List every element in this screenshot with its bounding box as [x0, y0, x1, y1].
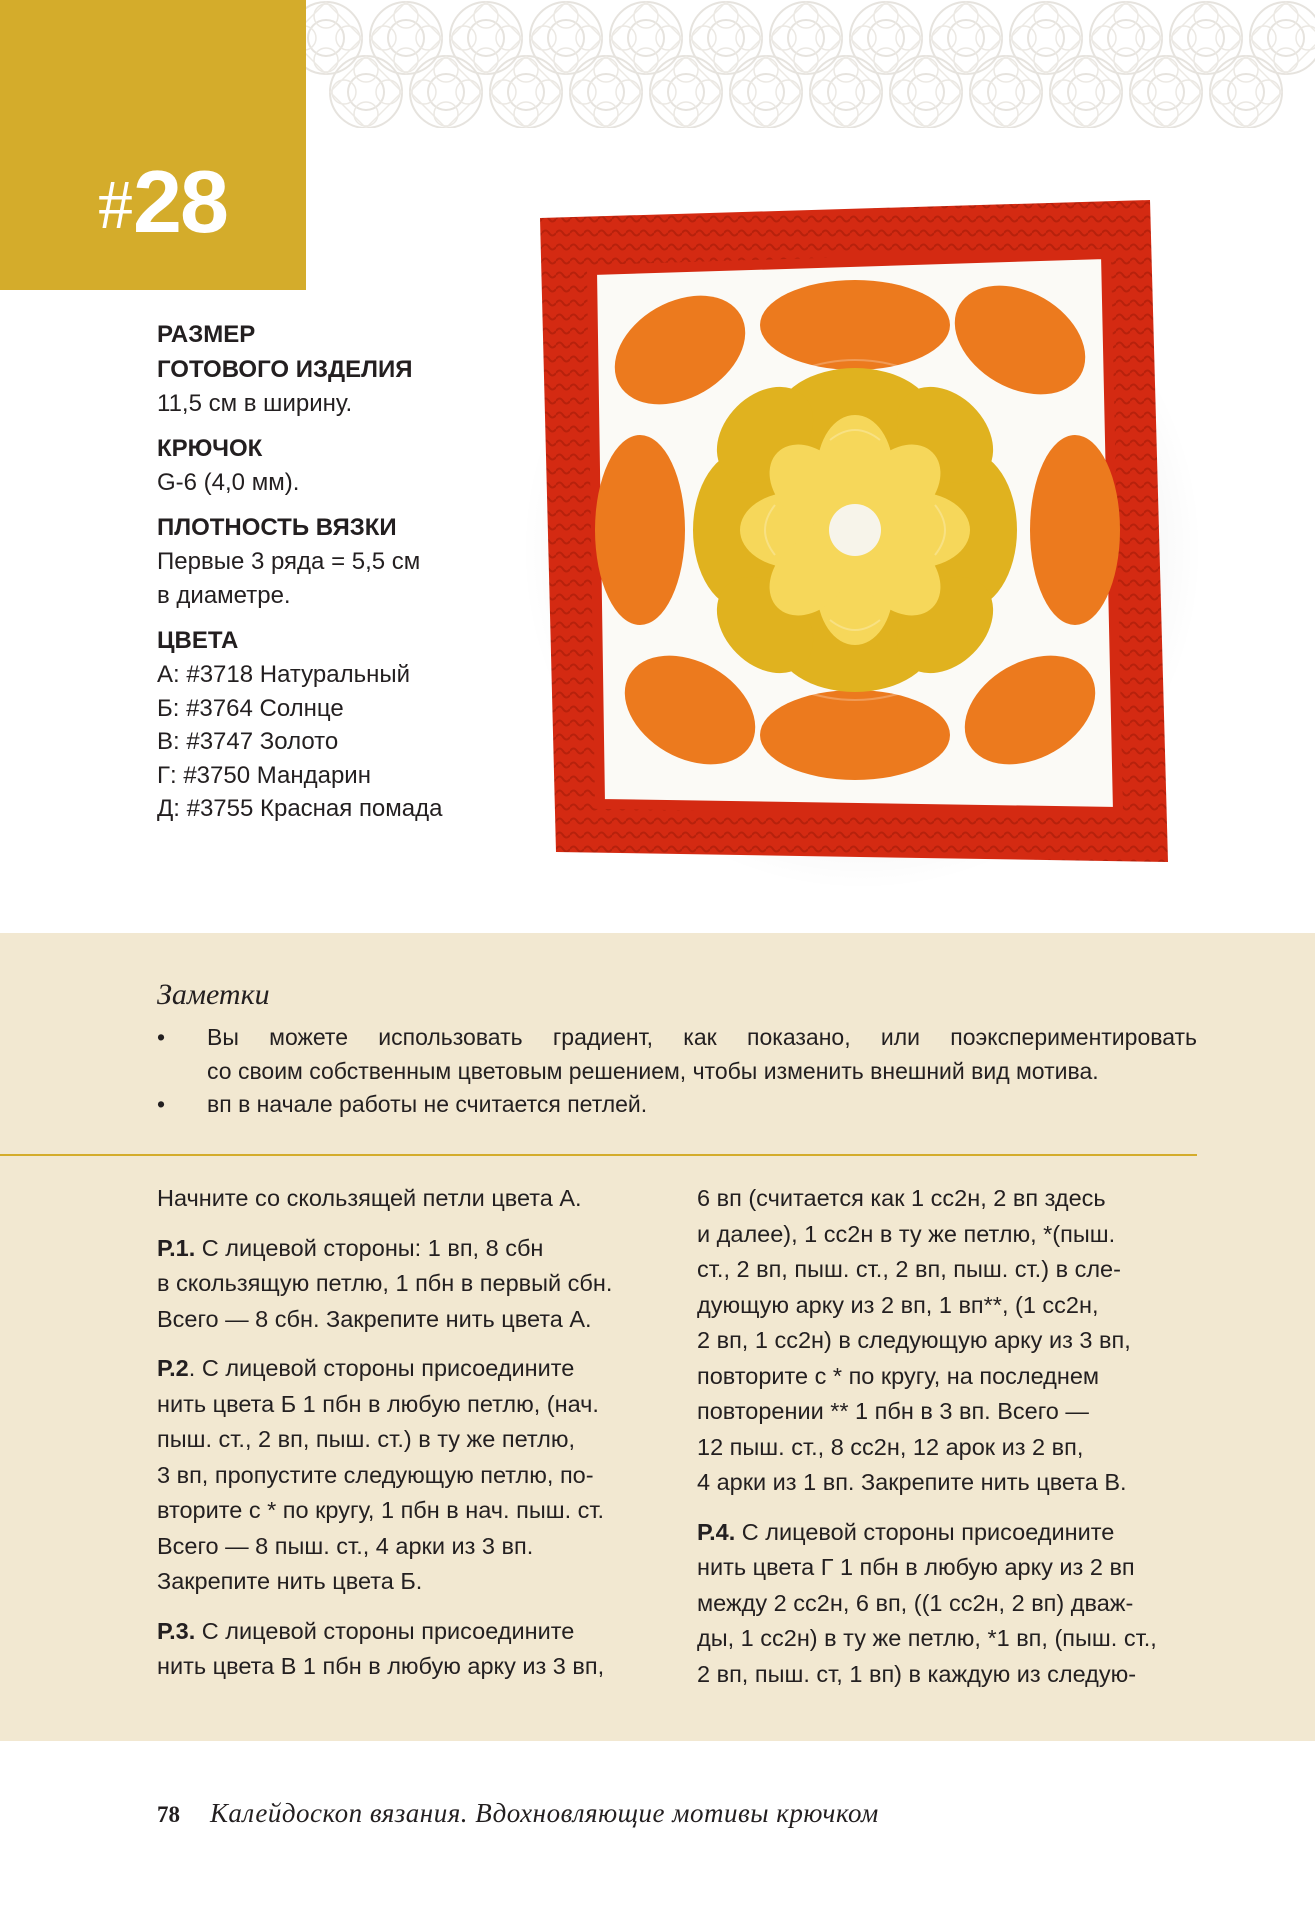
book-title: Калейдоскоп вязания. Вдохновляющие мотивы крючком	[210, 1798, 879, 1828]
page-footer	[157, 1798, 879, 1829]
color-item-b: Б: #3764 Солнце	[157, 694, 344, 722]
note-item	[157, 1021, 1197, 1088]
row-2-instruction: Р.2. С лицевой стороны присоедините нить цвета Б 1 пбн в любую петлю, (нач. пыш. ст., 2 вп, пыш. ст.) в ту же петлю, 3 вп, пропустите следующую петлю, по- вторите с * по кругу, 1 пбн в нач. пыш. ст. Всего — 8 пыш. ст., 4 арки из 3 вп. Закрепите нить цвета Б.	[157, 1355, 605, 1594]
notes-panel	[0, 933, 1315, 1741]
gauge-heading: ПЛОТНОСТЬ ВЯЗКИ	[157, 514, 397, 541]
notes-list	[157, 1021, 1197, 1122]
specifications	[157, 317, 497, 826]
colors-list	[157, 658, 497, 826]
bullet-icon: •	[157, 1024, 166, 1050]
divider	[0, 1154, 1197, 1156]
row-1-instruction: Р.1. С лицевой стороны: 1 вп, 8 сбн в скользящую петлю, 1 пбн в первый сбн. Всего — 8 сбн. Закрепите нить цвета А.	[157, 1234, 613, 1332]
note-text: вп в начале работы не считается петлей.	[207, 1091, 648, 1117]
size-value: 11,5 см в ширину.	[157, 390, 353, 417]
row-label: Р.4.	[697, 1518, 736, 1545]
colors-heading: ЦВЕТА	[157, 627, 239, 654]
instructions-left-column	[157, 1181, 657, 1685]
instructions-right-column	[697, 1181, 1197, 1692]
page-number: 78	[157, 1802, 180, 1827]
gauge-value: Первые 3 ряда = 5,5 см в диаметре.	[157, 548, 421, 609]
notes-title: Заметки	[157, 978, 270, 1011]
color-item-v: В: #3747 Золото	[157, 728, 339, 755]
start-instruction: Начните со скользящей петли цвета А.	[157, 1185, 582, 1211]
hook-heading: КРЮЧОК	[157, 435, 263, 462]
note-text: со своим собственным цветовым решением, чтобы изменить внешний вид мотива.	[207, 1057, 1099, 1084]
natural-center	[829, 504, 881, 556]
note-item	[157, 1088, 1197, 1122]
note-text: Вы можете использовать градиент, как показано, или поэкспериментировать	[207, 1024, 1197, 1050]
row-3-continued: 6 вп (считается как 1 сс2н, 2 вп здесь и далее), 1 сс2н в ту же петлю, *(пыш. ст., 2 вп, пыш. ст., 2 вп, пыш. ст.) в сле- дующую арку из 2 вп, 1 вп**, (1 сс2н, 2 вп, 1 сс2н) в следующую арку из 3 вп, повторите с * по кругу, на последнем повторении ** 1 пбн в 3 вп. Всего — 12 пыш. ст., 8 сс2н, 12 арок из 2 вп, 4 арки из 1 вп. Закрепите нить цвета В.	[697, 1185, 1131, 1495]
row-label: Р.2	[157, 1355, 189, 1381]
decorative-lace-band	[306, 0, 1315, 128]
pattern-number-block	[0, 0, 306, 290]
bullet-icon: •	[157, 1091, 166, 1117]
color-item-g: Г: #3750 Мандарин	[157, 761, 371, 789]
row-label: Р.1.	[157, 1234, 196, 1261]
row-3-instruction: Р.3. С лицевой стороны присоедините нить цвета В 1 пбн в любую арку из 3 вп,	[157, 1617, 605, 1679]
color-item-a: А: #3718 Натуральный	[157, 661, 411, 688]
pattern-number-symbol: #	[98, 166, 133, 244]
size-heading: РАЗМЕР ГОТОВОГО ИЗДЕЛИЯ	[157, 321, 413, 383]
row-label: Р.3.	[157, 1617, 196, 1644]
pattern-number: 28	[133, 152, 227, 251]
crochet-square-photo	[500, 170, 1210, 900]
color-item-d: Д: #3755 Красная помада	[157, 795, 443, 822]
hook-value: G-6 (4,0 мм).	[157, 469, 300, 496]
row-4-instruction: Р.4. С лицевой стороны присоедините нить цвета Г 1 пбн в любую арку из 2 вп между 2 сс2н, 6 вп, ((1 сс2н, 2 вп) дваж- ды, 1 сс2н) в ту же петлю, *1 вп, (пыш. ст., 2 вп, пыш. ст, 1 вп) в каждую из следую-	[697, 1518, 1157, 1687]
